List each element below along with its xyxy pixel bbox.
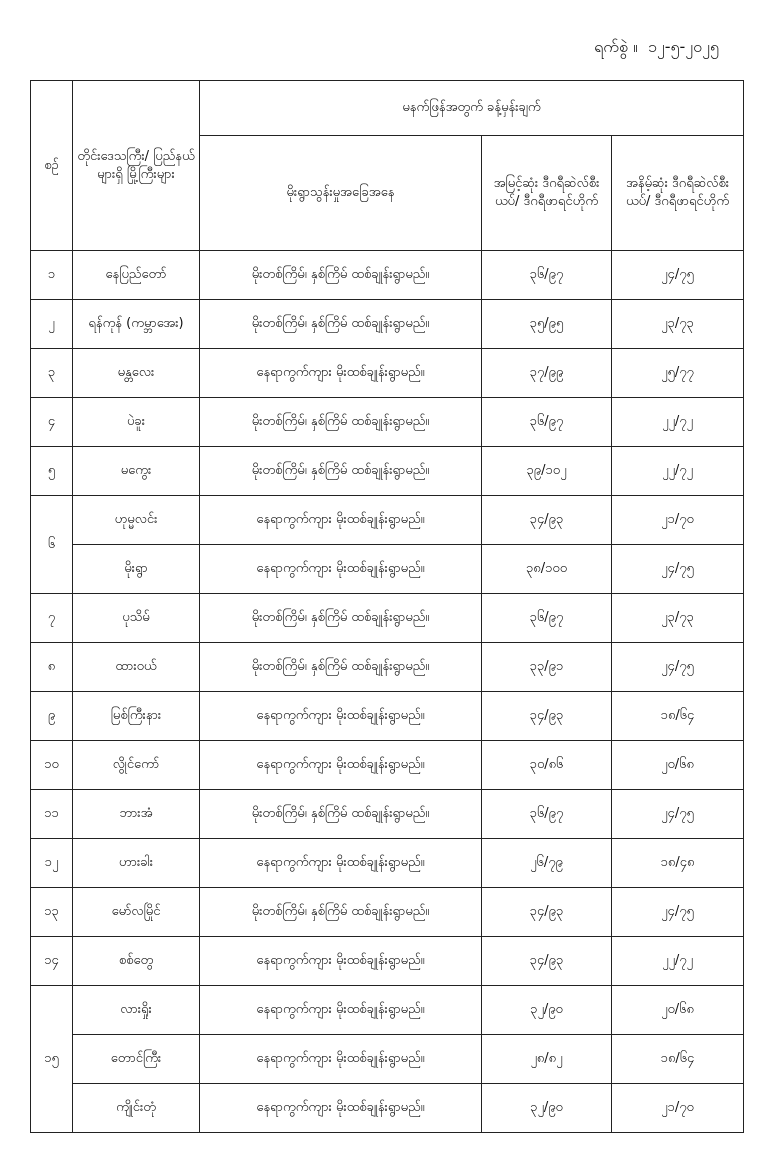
row-min: ၂၀/၆၈ [612,986,744,1035]
row-min: ၂၁/၇၀ [612,496,744,545]
table-row [31,300,744,349]
table-row [31,251,744,300]
row-condition: မိုးတစ်ကြိမ်၊ နှစ်ကြိမ် ထစ်ချုန်းရွာမည်။ [200,398,482,447]
table-row [31,888,744,937]
row-condition: နေရာကွက်ကျား မိုးထစ်ချုန်းရွာမည်။ [200,937,482,986]
header-region: တိုင်းဒေသကြီး/ ပြည်နယ်များရှိ မြို့ကြီးများ [73,81,200,251]
table-row [31,790,744,839]
row-no: ၂ [31,300,73,349]
row-max: ၃၆/၉၇ [482,790,612,839]
header-condition: မိုးရွာသွန်းမှုအခြေအနေ [200,136,482,251]
row-max: ၂၈/၈၂ [482,1035,612,1084]
row-condition: နေရာကွက်ကျား မိုးထစ်ချုန်းရွာမည်။ [200,496,482,545]
row-max: ၃၆/၉၇ [482,594,612,643]
row-min: ၂၄/၇၅ [612,545,744,594]
table-row [31,398,744,447]
table-row [31,937,744,986]
row-no: ၉ [31,692,73,741]
row-city: မိုးရွာ [73,545,200,594]
row-city: လားရှိုး [73,986,200,1035]
row-max: ၃၃/၉၁ [482,643,612,692]
date-line [594,36,719,60]
table-row [31,741,744,790]
row-min: ၂၃/၇၃ [612,300,744,349]
row-condition: နေရာကွက်ကျား မိုးထစ်ချုန်းရွာမည်။ [200,1084,482,1133]
row-max: ၃၄/၉၃ [482,937,612,986]
row-max: ၃၄/၉၃ [482,888,612,937]
header-max-temp: အမြင့်ဆုံး ဒီဂရီဆဲလ်စီးယပ်/ ဒီဂရီဖာရင်ဟိုက် [482,136,612,251]
table-row [31,1084,744,1133]
table-row [31,1035,744,1084]
row-min: ၁၈/၆၄ [612,692,744,741]
row-condition: မိုးတစ်ကြိမ်၊ နှစ်ကြိမ် ထစ်ချုန်းရွာမည်။ [200,300,482,349]
row-condition: နေရာကွက်ကျား မိုးထစ်ချုန်းရွာမည်။ [200,349,482,398]
row-city: မြစ်ကြီးနား [73,692,200,741]
row-max: ၃၉/၁၀၂ [482,447,612,496]
row-city: ပဲခူး [73,398,200,447]
row-no: ၅ [31,447,73,496]
row-no: ၁၀ [31,741,73,790]
row-no: ၁၁ [31,790,73,839]
row-city: ပုသိမ် [73,594,200,643]
row-city: ထားဝယ် [73,643,200,692]
table-row [31,692,744,741]
row-no: ၁ [31,251,73,300]
table-row [31,349,744,398]
row-min: ၂၄/၇၅ [612,251,744,300]
row-city: တောင်ကြီး [73,1035,200,1084]
row-no: ၃ [31,349,73,398]
row-min: ၂၅/၇၇ [612,349,744,398]
table-row [31,986,744,1035]
table-row [31,839,744,888]
row-max: ၂၆/၇၉ [482,839,612,888]
row-min: ၁၈/၆၄ [612,1035,744,1084]
row-max: ၃၂/၉၀ [482,986,612,1035]
header-min-temp: အနိမ့်ဆုံး ဒီဂရီဆဲလ်စီးယပ်/ ဒီဂရီဖာရင်ဟိုက် [612,136,744,251]
row-no: ၁၅ [31,986,73,1133]
row-city: ကျိုင်းတုံ [73,1084,200,1133]
table-row [31,545,744,594]
row-condition: မိုးတစ်ကြိမ်၊ နှစ်ကြိမ် ထစ်ချုန်းရွာမည်။ [200,643,482,692]
row-min: ၁၈/၄၈ [612,839,744,888]
row-condition: မိုးတစ်ကြိမ်၊ နှစ်ကြိမ် ထစ်ချုန်းရွာမည်။ [200,447,482,496]
row-min: ၂၂/၇၂ [612,398,744,447]
row-min: ၂၂/၇၂ [612,447,744,496]
row-city: မော်လမြိုင် [73,888,200,937]
row-city: မကွေး [73,447,200,496]
row-max: ၃၆/၉၇ [482,398,612,447]
date-value: ၁၂-၅-၂၀၂၅ [647,37,719,56]
row-min: ၂၃/၇၃ [612,594,744,643]
row-city: ဟားခါး [73,839,200,888]
forecast-table [30,80,744,1133]
row-condition: မိုးတစ်ကြိမ်၊ နှစ်ကြိမ် ထစ်ချုန်းရွာမည်။ [200,888,482,937]
row-condition: နေရာကွက်ကျား မိုးထစ်ချုန်းရွာမည်။ [200,1035,482,1084]
row-min: ၂၀/၆၈ [612,741,744,790]
row-condition: နေရာကွက်ကျား မိုးထစ်ချုန်းရွာမည်။ [200,692,482,741]
row-min: ၂၄/၇၅ [612,790,744,839]
table-row [31,594,744,643]
row-condition: နေရာကွက်ကျား မိုးထစ်ချုန်းရွာမည်။ [200,986,482,1035]
row-condition: နေရာကွက်ကျား မိုးထစ်ချုန်းရွာမည်။ [200,545,482,594]
row-no: ၈ [31,643,73,692]
row-condition: မိုးတစ်ကြိမ်၊ နှစ်ကြိမ် ထစ်ချုန်းရွာမည်။ [200,790,482,839]
table-row [31,447,744,496]
date-label: ရက်စွဲ ။ [594,37,638,56]
row-max: ၃၈/၁၀၀ [482,545,612,594]
header-no: စဉ် [31,81,73,251]
row-condition: မိုးတစ်ကြိမ်၊ နှစ်ကြိမ် ထစ်ချုန်းရွာမည်။ [200,251,482,300]
row-condition: မိုးတစ်ကြိမ်၊ နှစ်ကြိမ် ထစ်ချုန်းရွာမည်။ [200,594,482,643]
row-city: ဘားအံ [73,790,200,839]
row-city: နေပြည်တော် [73,251,200,300]
header-forecast-group: မနက်ဖြန်အတွက် ခန့်မှန်းချက် [200,81,744,136]
row-max: ၃၀/၈၆ [482,741,612,790]
row-max: ၃၄/၉၃ [482,692,612,741]
row-max: ၃၂/၉၀ [482,1084,612,1133]
row-no: ၁၃ [31,888,73,937]
row-min: ၂၄/၇၅ [612,643,744,692]
row-city: လွိုင်ကော် [73,741,200,790]
row-max: ၃၇/၉၉ [482,349,612,398]
row-city: ဟုမ္မလင်း [73,496,200,545]
row-condition: နေရာကွက်ကျား မိုးထစ်ချုန်းရွာမည်။ [200,839,482,888]
row-condition: နေရာကွက်ကျား မိုးထစ်ချုန်းရွာမည်။ [200,741,482,790]
row-no: ၆ [31,496,73,594]
row-city: မန္တလေး [73,349,200,398]
row-no: ၁၂ [31,839,73,888]
row-no: ၇ [31,594,73,643]
row-city: ရန်ကုန် (ကမ္ဘာအေး) [73,300,200,349]
row-max: ၃၄/၉၃ [482,496,612,545]
table-row [31,643,744,692]
row-max: ၃၆/၉၇ [482,251,612,300]
row-min: ၂၄/၇၅ [612,888,744,937]
row-min: ၂၂/၇၂ [612,937,744,986]
row-no: ၄ [31,398,73,447]
row-min: ၂၁/၇၀ [612,1084,744,1133]
table-row [31,496,744,545]
row-no: ၁၄ [31,937,73,986]
row-city: စစ်တွေ [73,937,200,986]
row-max: ၃၅/၉၅ [482,300,612,349]
